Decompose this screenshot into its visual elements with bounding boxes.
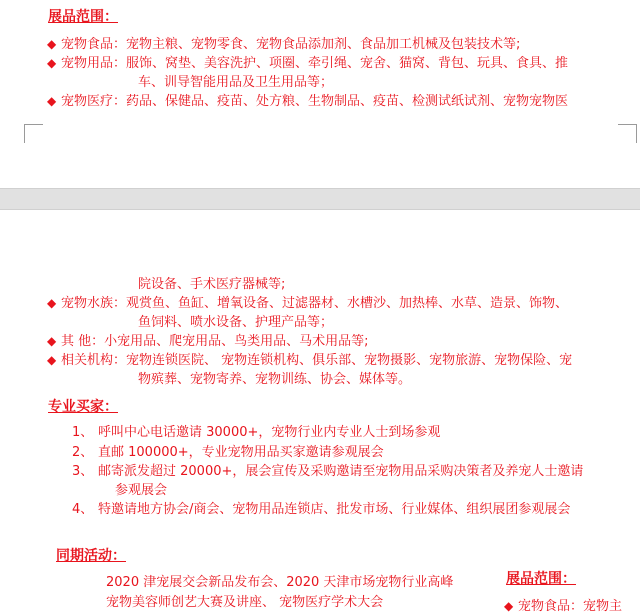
exhibit-item-pet-medical: 宠物医疗：药品、保健品、疫苗、处方粮、生物制品、疫苗、检测试纸试剂、宠物宠物医 <box>61 94 569 109</box>
buyer-item-number: 3、 <box>72 464 94 479</box>
exhibit-item-institutions-cont: 物殡葬、宠物寄养、宠物训练、协会、媒体等。 <box>138 372 412 387</box>
buyer-item-cont: 参观展会 <box>115 483 168 498</box>
page-separator <box>0 188 640 210</box>
exhibit-item-aquarium-cont: 鱼饲料、喷水设备、护理产品等； <box>138 315 334 330</box>
exhibit-item-pet-medical-cont: 院设备、手术医疗器械等; <box>138 277 286 292</box>
document-page-bottom <box>0 210 640 616</box>
bullet-diamond: ◆ <box>47 334 57 348</box>
right-exhibit-item: 宠物食品：宠物主 <box>518 599 623 614</box>
exhibit-item-pet-supplies-cont: 车、训导智能用品及卫生用品等； <box>138 75 334 90</box>
bullet-diamond: ◆ <box>47 94 57 108</box>
document-page-top <box>0 0 640 188</box>
bullet-diamond: ◆ <box>504 599 514 613</box>
buyer-item: 特邀请地方协会/商会、宠物用品连锁店、批发市场、行业媒体、组织展团参观展会 <box>98 502 571 517</box>
exhibit-item-other: 其 他：小宠用品、爬宠用品、鸟类用品、马术用品等; <box>61 334 369 349</box>
event-line: 2020 津宠展交会新品发布会、2020 天津市场宠物行业高峰 <box>106 575 454 590</box>
exhibit-scope-heading: 展品范围： <box>48 9 118 25</box>
buyer-item-number: 4、 <box>72 502 94 517</box>
buyer-item: 直邮 100000+，专业宠物用品买家邀请参观展会 <box>98 445 384 460</box>
buyer-item-number: 1、 <box>72 425 94 440</box>
bullet-diamond: ◆ <box>47 56 57 70</box>
bullet-diamond: ◆ <box>47 37 57 51</box>
events-heading: 同期活动： <box>56 548 126 564</box>
exhibit-item-institutions: 相关机构：宠物连锁医院、 宠物连锁机构、俱乐部、宠物摄影、宠物旅游、宠物保险、宠 <box>61 353 573 368</box>
bullet-diamond: ◆ <box>47 296 57 310</box>
bullet-diamond: ◆ <box>47 353 57 367</box>
event-line: 宠物美容师创艺大赛及讲座、 宠物医疗学术大会 <box>106 595 384 610</box>
buyer-item: 呼叫中心电话邀请 30000+，宠物行业内专业人士到场参观 <box>98 425 441 440</box>
exhibit-item-pet-supplies: 宠物用品：服饰、窝垫、美容洗护、项圈、牵引绳、宠舍、猫窝、背包、玩具、食具、推 <box>61 56 569 71</box>
exhibit-item-pet-food: 宠物食品：宠物主粮、宠物零食、宠物食品添加剂、食品加工机械及包装技术等; <box>61 37 521 52</box>
right-exhibit-scope-heading: 展品范围： <box>506 571 576 587</box>
buyer-item: 邮寄派发超过 20000+，展会宣传及采购邀请至宠物用品采购决策者及养宠人士邀请 <box>98 464 584 479</box>
buyers-heading: 专业买家： <box>48 399 118 415</box>
buyer-item-number: 2、 <box>72 445 94 460</box>
exhibit-item-aquarium: 宠物水族：观赏鱼、鱼缸、增氧设备、过滤器材、水槽沙、加热棒、水草、造景、饰物、 <box>61 296 569 311</box>
page-corner-mark <box>618 124 637 143</box>
page-corner-mark <box>24 124 43 143</box>
